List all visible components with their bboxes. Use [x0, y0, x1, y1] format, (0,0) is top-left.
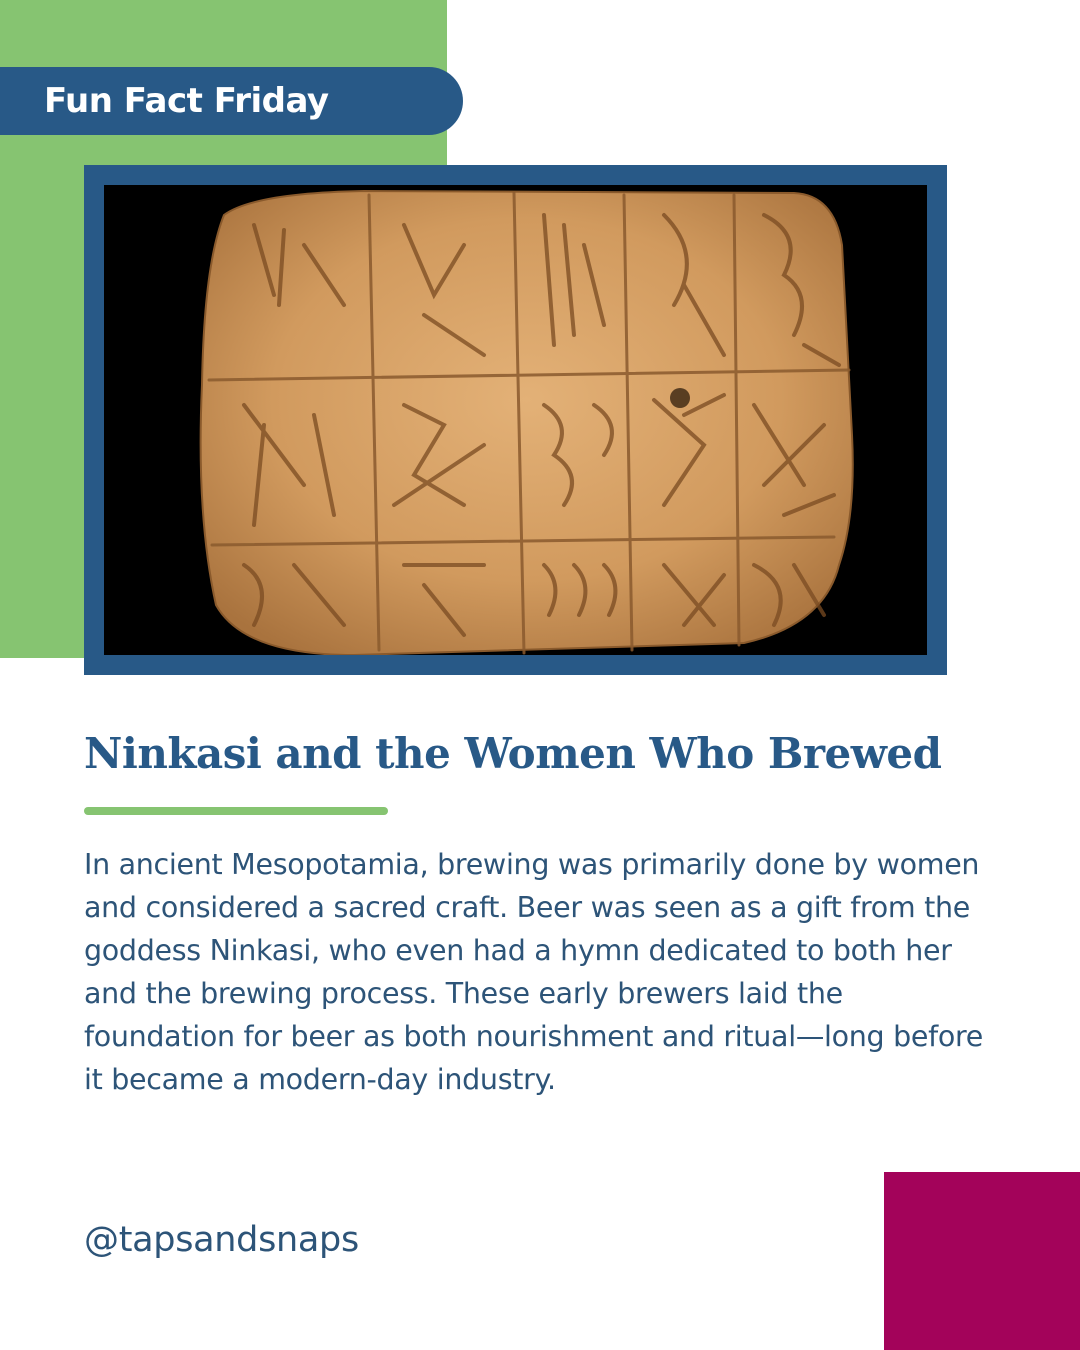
- article-body: In ancient Mesopotamia, brewing was primarily done by women and considered a sacred craft. Beer was seen as a gift from the goddess Ninkasi, who even had a hymn dedicated to both her and the brewing process. These early brewers laid the foundation for beer as both nourishment and ritual—long before it became a modern-day industry.: [84, 848, 984, 1096]
- banner-label: Fun Fact Friday: [44, 81, 329, 121]
- magenta-accent-block: [884, 1172, 1080, 1350]
- clay-tablet-illustration: [104, 185, 927, 655]
- article-title: Ninkasi and the Women Who Brewed: [84, 729, 942, 778]
- cuneiform-tablet-photo: [104, 185, 927, 655]
- fun-fact-friday-banner: [0, 67, 463, 135]
- image-frame: [84, 165, 947, 675]
- social-handle: @tapsandsnaps: [84, 1220, 359, 1260]
- title-underline: [84, 807, 388, 815]
